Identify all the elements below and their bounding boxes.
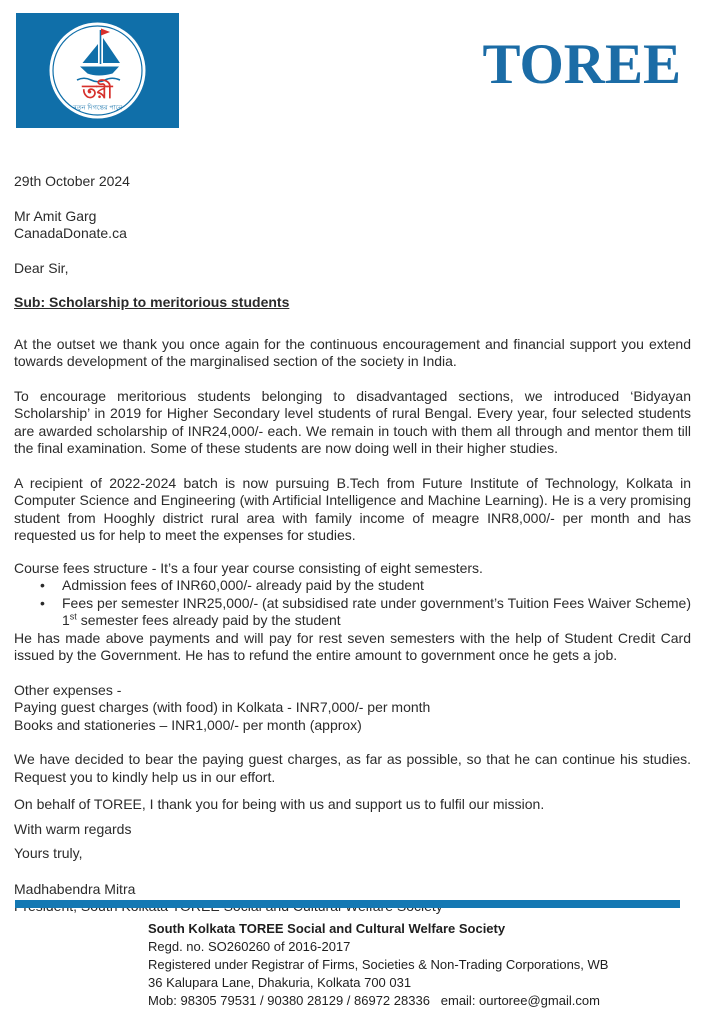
org-title: TOREE [482,33,681,96]
recipient-name: Mr Amit Garg [14,207,97,224]
other-expenses-pg: Paying guest charges (with food) in Kolkata - INR7,000/- per month [14,699,431,715]
signatory-name: Madhabendra Mitra [14,880,136,897]
bullet-item-admission: • Admission fees of INR60,000/- already paid by the student [14,577,691,595]
fees-section [14,560,691,665]
footer-contact: Mob: 98305 79531 / 90380 28129 / 86972 28336 email: ourtoree@gmail.com [148,993,600,1008]
closing-line: Yours truly, [14,845,83,861]
other-expenses-books: Books and stationeries – INR1,000/- per month (approx) [14,716,362,733]
paragraph-intro: At the outset we thank you once again for the continuous encouragement and financial support you extend towards development of the marginalised section of the society in India. [14,335,691,369]
footer-org-name: South Kolkata TOREE Social and Cultural Welfare Society [148,921,506,936]
other-expenses-section [14,682,691,735]
salutation: Dear Sir, [14,259,69,276]
paragraph-decision: We have decided to bear the paying guest charges, as far as possible, so that he can continue his studies. Request you to kindly help us in our effort. [14,751,691,785]
other-expenses-title: Other expenses - [14,681,122,698]
paragraph-scholarship: To encourage meritorious students belonging to disadvantaged sections, we introduced ‘Bidyayan Scholarship’ in 2019 for Higher Secondary level students of rural Bengal. Every year, four selected students are awarded scholarship of INR24,000/- each. We remain in touch with them all through and mentor them till the final examination. Some of these students are now doing well in their higher studies. [14,387,691,456]
letterhead [0,0,705,128]
footer-registration-info: Registered under Registrar of Firms, Societies & Non-Trading Corporations, WB [148,957,609,972]
bullet-item-semester [14,595,691,630]
footer-text-block [148,920,705,1010]
bullet-semester-text: Fees per semester INR25,000/- (at subsidised rate under government’s Tuition Fees Waiver Scheme) 1 [62,594,691,628]
paragraph-recipient: A recipient of 2022-2024 batch is now pursuing B.Tech from Future Institute of Technology, Kolkata in Computer Science and Engineering (with Artificial Intelligence and Machine Learning). He is a very promising student from Hooghly district rural area with family income of meagre INR8,000/- per month and has requested us for help to meet the expenses for studies. [14,474,691,543]
recipient-block [14,208,691,243]
recipient-org: CanadaDonate.ca [14,225,127,241]
bullet-semester-superscript: st [69,611,77,622]
footer-regd-number: Regd. no. SO260260 of 2016-2017 [148,939,351,954]
regards-line: With warm regards [14,820,132,837]
footer-address: 36 Kalupara Lane, Dhakuria, Kolkata 700 031 [148,975,412,990]
sailboat-logo-icon [16,13,179,128]
paragraph-thanks: On behalf of TOREE, I thank you for being with us and support us to fulfil our mission. [14,796,545,812]
letter-date: 29th October 2024 [14,173,130,189]
letter-footer [0,900,705,1010]
fees-list [14,577,691,630]
logo-bengali-title: তরী [82,82,113,103]
bullet-semester-text-cont: semester fees already paid by the student [76,612,341,628]
subject-line: Sub: Scholarship to meritorious students [14,294,290,310]
letter-body [14,173,691,916]
footer-divider [15,900,680,908]
paragraph-payments: He has made above payments and will pay for rest seven semesters with the help of Student Credit Card issued by the Government. He has to refund the entire amount to government once he gets a job. [14,629,691,663]
toree-logo [16,13,179,133]
fees-intro: Course fees structure - It’s a four year course consisting of eight semesters. [14,559,483,576]
logo-bengali-subtitle: নতুন দিগন্তের পানে [72,104,123,112]
